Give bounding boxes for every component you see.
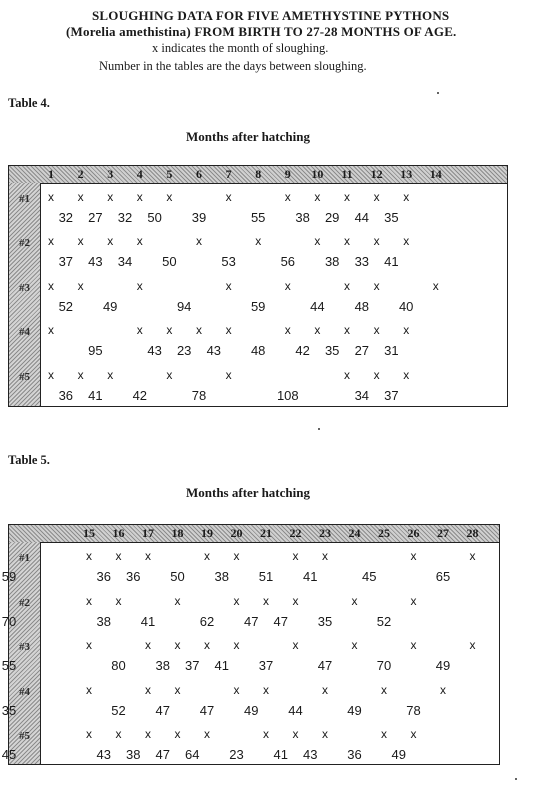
slough-mark: x [351, 638, 358, 653]
interval-days: 42 [132, 387, 148, 403]
slough-mark: x [292, 727, 299, 742]
slough-mark: x [204, 727, 210, 742]
interval-days: 37 [58, 254, 74, 270]
slough-mark: x [322, 727, 328, 742]
interval-days: 47 [155, 747, 170, 763]
slough-mark: x [373, 323, 380, 338]
slough-mark: x [344, 278, 350, 293]
interval-days: 51 [258, 569, 274, 584]
slough-mark: x [410, 638, 417, 653]
slough-mark: x [344, 234, 350, 249]
slough-mark: x [174, 727, 181, 742]
slough-mark: x [107, 367, 114, 382]
month-header: 25 [378, 526, 390, 540]
interval-days: 55 [250, 210, 266, 225]
slough-mark: x [233, 638, 240, 653]
interval-days: 70 [1, 613, 17, 629]
slough-mark: x [204, 638, 210, 653]
interval-days: 38 [96, 613, 111, 629]
interval-days: 56 [280, 254, 296, 270]
slough-mark: x [77, 234, 84, 249]
month-header: 2 [77, 167, 84, 181]
slough-mark: x [86, 549, 92, 563]
month-header: 10 [311, 167, 324, 181]
slough-mark: x [86, 638, 92, 653]
table-4-label: Table 4. [8, 96, 50, 110]
interval-days: 41 [384, 254, 399, 270]
interval-days: 34 [354, 387, 370, 403]
month-header: 19 [201, 526, 213, 540]
table-4-caption: Months after hatching [186, 129, 310, 144]
header-subtitle: (Morelia amethistina) FROM BIRTH TO 27-28 MONTHS OF AGE. [66, 24, 457, 39]
interval-days: 40 [398, 298, 414, 314]
interval-days: 23 [176, 343, 192, 359]
slough-mark: x [381, 682, 387, 697]
slough-mark: x [225, 323, 232, 338]
snake-label: #2 [19, 596, 30, 609]
slough-mark: x [48, 278, 54, 293]
slough-mark: x [440, 682, 446, 697]
interval-days: 49 [391, 747, 406, 763]
snake-label: #5 [19, 730, 30, 743]
interval-days: 49 [102, 298, 118, 314]
slough-mark: x [225, 190, 232, 204]
slough-mark: x [115, 593, 122, 608]
interval-days: 35 [324, 343, 340, 359]
interval-days: 47 [273, 613, 288, 629]
month-header: 20 [230, 526, 243, 540]
snake-label: #1 [19, 193, 30, 205]
slough-mark: x [77, 190, 84, 204]
slough-mark: x [233, 549, 240, 563]
interval-days: 27 [88, 210, 103, 225]
slough-mark: x [136, 323, 143, 338]
slough-mark: x [255, 234, 262, 249]
interval-days: 49 [347, 702, 362, 718]
interval-days: 48 [354, 298, 370, 314]
month-header: 13 [400, 167, 413, 181]
snake-label: #3 [19, 281, 30, 294]
slough-mark: x [86, 682, 92, 697]
slough-mark: x [263, 593, 269, 608]
month-header: 9 [284, 167, 291, 181]
month-header: 6 [196, 167, 202, 181]
slough-mark: x [233, 682, 240, 697]
slough-mark: x [48, 367, 54, 382]
interval-days: 35 [317, 613, 333, 629]
interval-days: 35 [384, 210, 399, 225]
interval-days: 65 [435, 569, 451, 584]
month-header: 5 [166, 167, 173, 181]
snake-label: #4 [19, 326, 30, 339]
slough-mark: x [174, 593, 181, 608]
slough-mark: x [107, 190, 114, 204]
slough-mark: x [86, 727, 92, 742]
slough-mark: x [77, 367, 84, 382]
slough-mark: x [314, 323, 321, 338]
slough-mark: x [373, 234, 380, 249]
interval-days: 37 [185, 658, 200, 674]
slough-mark: x [403, 234, 410, 249]
interval-days: 47 [244, 613, 259, 629]
interval-days: 47 [317, 658, 333, 674]
interval-days: 52 [376, 613, 392, 629]
table-5-label: Table 5. [8, 453, 50, 467]
slough-mark: x [469, 549, 476, 563]
slough-mark: x [196, 234, 202, 249]
snake-label: #4 [19, 685, 30, 698]
interval-days: 36 [58, 387, 74, 403]
month-header: 26 [407, 526, 420, 540]
interval-days: 38 [295, 210, 310, 225]
interval-days: 50 [162, 254, 177, 270]
interval-days: 78 [406, 702, 421, 718]
slough-mark: x [77, 278, 84, 293]
speck [437, 92, 439, 94]
interval-days: 32 [58, 210, 74, 225]
interval-days: 108 [276, 387, 299, 403]
interval-days: 37 [258, 658, 274, 674]
speck [318, 428, 320, 430]
interval-days: 41 [214, 658, 229, 674]
slough-mark: x [263, 727, 269, 742]
slough-mark: x [136, 234, 143, 249]
slough-mark: x [373, 278, 380, 293]
slough-mark: x [373, 190, 380, 204]
slough-mark: x [351, 593, 358, 608]
slough-mark: x [166, 323, 173, 338]
interval-days: 59 [1, 569, 17, 584]
interval-days: 62 [199, 613, 215, 629]
interval-days: 41 [88, 387, 103, 403]
interval-days: 31 [384, 343, 399, 359]
snake-label: #3 [19, 641, 30, 654]
slough-mark: x [322, 549, 328, 563]
interval-days: 37 [384, 387, 399, 403]
interval-days: 29 [324, 210, 340, 225]
interval-days: 44 [310, 298, 325, 314]
month-header: 21 [260, 526, 272, 540]
slough-mark: x [225, 278, 232, 293]
month-header: 14 [429, 167, 442, 181]
slough-mark: x [284, 278, 291, 293]
header-title: SLOUGHING DATA FOR FIVE AMETHYSTINE PYTHONS [92, 8, 450, 23]
interval-days: 45 [1, 747, 17, 763]
slough-mark: x [381, 727, 387, 742]
interval-days: 36 [347, 747, 362, 763]
interval-days: 41 [303, 569, 318, 584]
interval-days: 94 [176, 298, 192, 314]
slough-mark: x [204, 549, 210, 563]
slough-mark: x [174, 638, 181, 653]
interval-days: 44 [288, 702, 303, 718]
interval-days: 50 [147, 210, 162, 225]
interval-days: 52 [58, 298, 74, 314]
slough-mark: x [373, 367, 380, 382]
interval-days: 53 [221, 254, 236, 270]
slough-mark: x [292, 593, 299, 608]
slough-mark: x [174, 682, 181, 697]
slough-mark: x [410, 727, 417, 742]
month-header: 11 [341, 167, 353, 181]
interval-days: 48 [250, 343, 266, 359]
month-header: 22 [289, 526, 302, 540]
slough-mark: x [322, 682, 328, 697]
month-header: 16 [112, 526, 125, 540]
interval-days: 59 [250, 298, 266, 314]
interval-days: 23 [229, 747, 244, 763]
slough-mark: x [136, 190, 143, 204]
slough-mark: x [145, 682, 151, 697]
slough-mark: x [145, 549, 151, 563]
slough-mark: x [48, 323, 54, 338]
interval-days: 45 [362, 569, 377, 584]
interval-days: 95 [88, 343, 103, 359]
slough-mark: x [314, 190, 321, 204]
interval-days: 47 [155, 702, 170, 718]
interval-days: 38 [126, 747, 141, 763]
slough-mark: x [403, 323, 410, 338]
slough-mark: x [115, 727, 122, 742]
interval-days: 80 [111, 658, 126, 674]
slough-mark: x [284, 323, 291, 338]
interval-days: 41 [140, 613, 156, 629]
slough-mark: x [145, 727, 151, 742]
interval-days: 52 [111, 702, 126, 718]
interval-days: 38 [324, 254, 340, 270]
header-note: Number in the tables are the days between sloughing. [99, 59, 367, 73]
interval-days: 43 [88, 254, 103, 270]
table-5-caption: Months after hatching [186, 485, 310, 500]
slough-mark: x [403, 190, 410, 204]
interval-days: 55 [1, 658, 17, 674]
month-header: 28 [466, 526, 479, 540]
interval-days: 27 [354, 343, 370, 359]
slough-mark: x [469, 638, 476, 653]
slough-mark: x [145, 638, 151, 653]
interval-days: 44 [354, 210, 370, 225]
interval-days: 41 [273, 747, 288, 763]
month-header: 1 [48, 167, 54, 181]
interval-days: 43 [303, 747, 318, 763]
slough-mark: x [86, 593, 92, 608]
slough-mark: x [314, 234, 321, 249]
slough-mark: x [344, 323, 350, 338]
slough-mark: x [48, 190, 54, 204]
month-header: 12 [370, 167, 383, 181]
month-header: 17 [142, 526, 154, 540]
slough-mark: x [410, 593, 417, 608]
slough-mark: x [225, 367, 232, 382]
interval-days: 38 [155, 658, 170, 674]
slough-mark: x [292, 638, 299, 653]
interval-days: 49 [435, 658, 451, 674]
slough-mark: x [263, 682, 269, 697]
snake-label: #2 [19, 237, 30, 250]
month-header: 15 [83, 526, 95, 540]
month-header: 27 [437, 526, 449, 540]
slough-mark: x [166, 190, 173, 204]
slough-mark: x [166, 367, 173, 382]
speck [515, 778, 517, 780]
month-header: 24 [348, 526, 361, 540]
slough-mark: x [107, 234, 114, 249]
month-header: 7 [225, 167, 232, 181]
slough-mark: x [432, 278, 439, 293]
slough-mark: x [115, 549, 122, 563]
month-header: 8 [255, 167, 262, 181]
table-5 [1, 524, 500, 765]
interval-days: 43 [147, 343, 162, 359]
slough-mark: x [136, 278, 143, 293]
slough-mark: x [196, 323, 202, 338]
month-header: 4 [136, 167, 143, 181]
snake-label: #1 [19, 552, 30, 564]
snake-label: #5 [19, 370, 30, 383]
interval-days: 36 [96, 569, 111, 584]
slough-mark: x [344, 367, 350, 382]
interval-days: 38 [214, 569, 229, 584]
slough-mark: x [284, 190, 291, 204]
interval-days: 42 [295, 343, 310, 359]
month-header: 3 [107, 167, 114, 181]
header-legend: x indicates the month of sloughing. [152, 41, 329, 55]
month-header: 23 [319, 526, 331, 540]
interval-days: 64 [185, 747, 200, 763]
interval-days: 78 [191, 387, 207, 403]
slough-mark: x [48, 234, 54, 249]
interval-days: 35 [1, 702, 17, 718]
interval-days: 47 [199, 702, 215, 718]
slough-mark: x [292, 549, 299, 563]
interval-days: 70 [376, 658, 392, 674]
interval-days: 34 [117, 254, 133, 270]
interval-days: 33 [354, 254, 370, 270]
interval-days: 49 [244, 702, 259, 718]
slough-mark: x [403, 367, 410, 382]
slough-mark: x [233, 593, 240, 608]
interval-days: 43 [206, 343, 222, 359]
interval-days: 50 [170, 569, 185, 584]
interval-days: 43 [96, 747, 111, 763]
interval-days: 36 [126, 569, 141, 584]
slough-mark: x [344, 190, 350, 204]
slough-mark: x [410, 549, 417, 563]
interval-days: 39 [191, 210, 207, 225]
month-header: 18 [171, 526, 184, 540]
interval-days: 32 [117, 210, 133, 225]
table-4 [8, 165, 508, 407]
